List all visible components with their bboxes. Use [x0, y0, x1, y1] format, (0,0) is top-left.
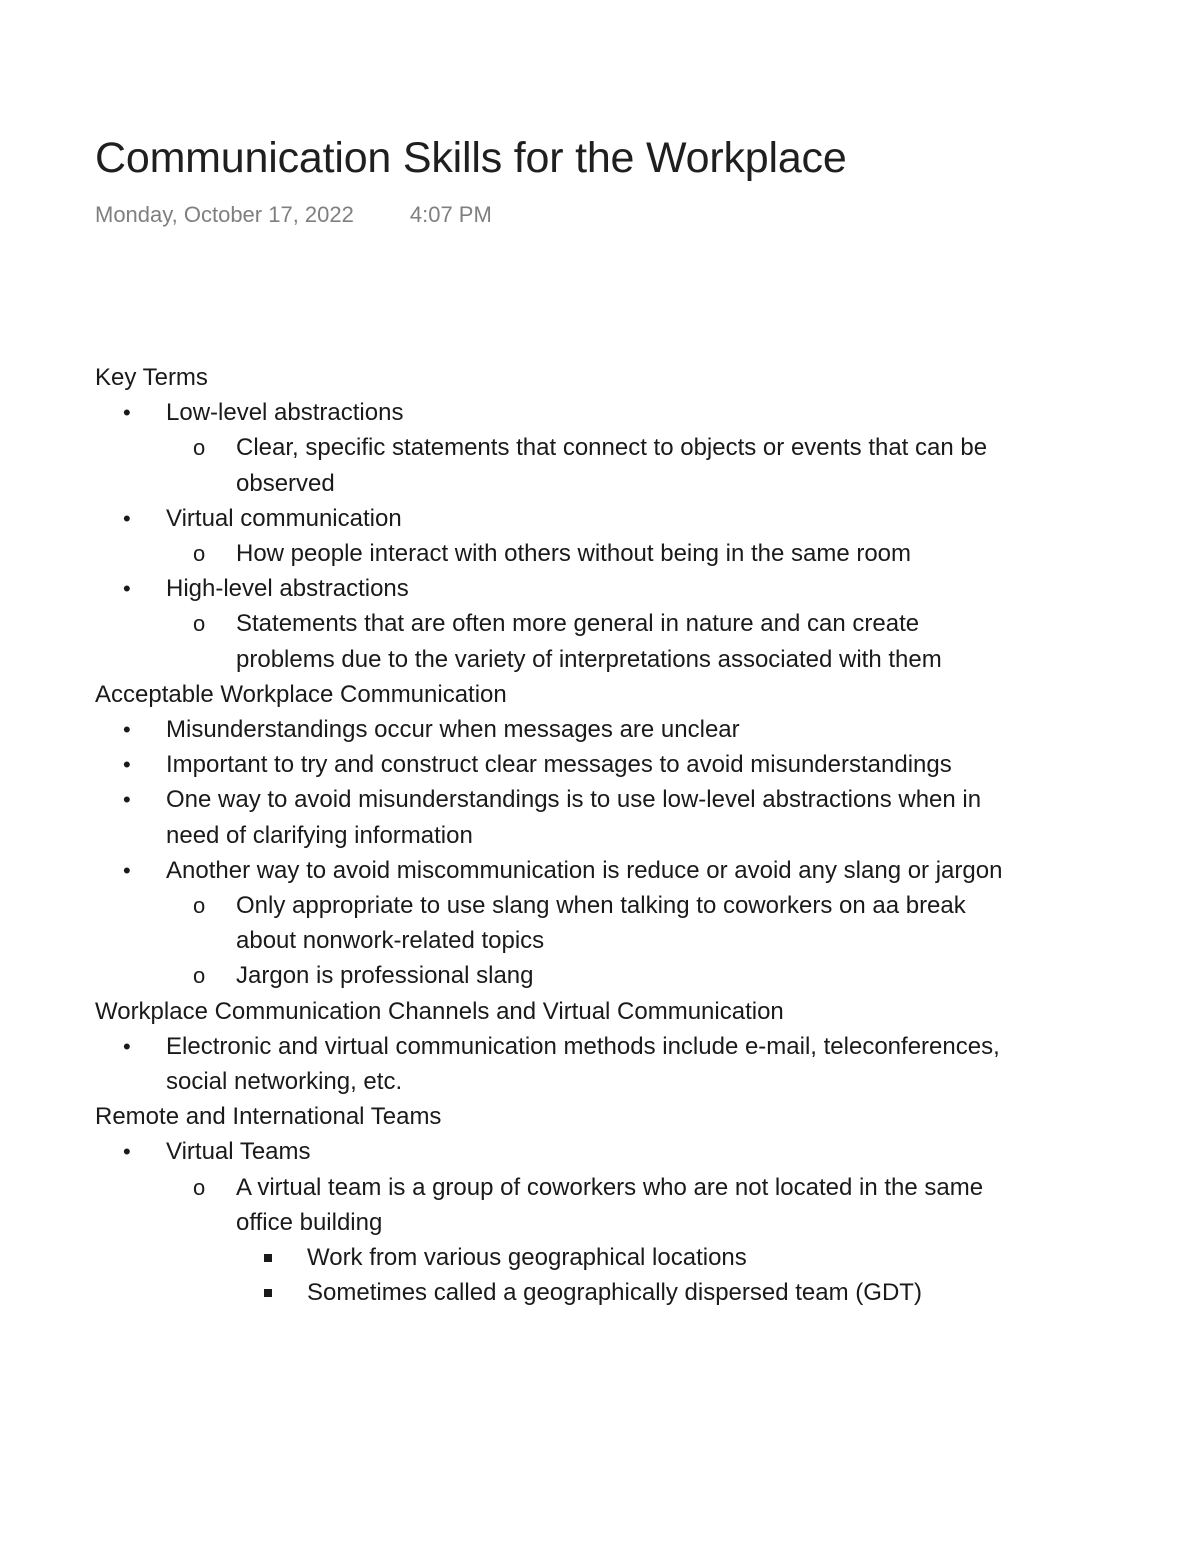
list-item-text: High-level abstractions: [166, 575, 409, 603]
list-item: [95, 1134, 1105, 1169]
list-item-text: Clear, specific statements that connect to objects or events that can be: [236, 434, 988, 462]
section-heading-acceptable: Acceptable Workplace Communication: [95, 680, 507, 708]
list-item-text: Virtual Teams: [166, 1138, 311, 1166]
list-item: [95, 958, 1105, 993]
bullet-icon: •: [123, 1139, 131, 1165]
list-item-text: A virtual team is a group of coworkers who are not located in the same: [236, 1173, 984, 1201]
list-item: [95, 395, 1105, 430]
circle-bullet-icon: o: [193, 893, 206, 919]
list-item: [95, 747, 1105, 782]
list-item-text: Electronic and virtual communication methods include e-mail, teleconferences,: [166, 1032, 1000, 1060]
list-item: [95, 1275, 1105, 1310]
list-item: [95, 782, 1105, 817]
list-item-text: Only appropriate to use slang when talking to coworkers on aa break: [236, 892, 966, 920]
list-item: [95, 888, 1105, 923]
list-item: [95, 501, 1105, 536]
page-title: Communication Skills for the Workplace: [95, 134, 847, 182]
list-item-text: Work from various geographical locations: [307, 1244, 747, 1272]
bullet-icon: •: [123, 400, 131, 426]
page-time: 4:07 PM: [409, 202, 492, 227]
list-item-continuation: need of clarifying information: [166, 821, 473, 849]
section-heading-key-terms: Key Terms: [95, 364, 208, 391]
note-content: [95, 360, 1105, 1310]
list-item-continuation: observed: [236, 469, 335, 497]
circle-bullet-icon: o: [193, 1174, 206, 1200]
square-bullet-icon: [264, 1254, 272, 1262]
square-bullet-icon: [264, 1289, 272, 1297]
list-item: [95, 712, 1105, 747]
list-item: [95, 853, 1105, 888]
list-item-text: Jargon is professional slang: [236, 962, 534, 990]
list-item-text: Sometimes called a geographically dispersed team (GDT): [307, 1279, 922, 1307]
list-item-continuation: about nonwork-related topics: [236, 927, 545, 955]
list-item: [95, 571, 1105, 606]
list-item: [95, 1240, 1105, 1275]
list-item-continuation: problems due to the variety of interpretations associated with them: [236, 645, 942, 673]
list-item-text: Virtual communication: [166, 504, 402, 532]
list-item: [95, 536, 1105, 571]
list-item-text: Important to try and construct clear messages to avoid misunderstandings: [166, 751, 952, 779]
list-item-continuation: office building: [236, 1208, 383, 1236]
note-page: [95, 128, 1105, 1307]
circle-bullet-icon: o: [193, 611, 206, 637]
list-item-text: How people interact with others without being in the same room: [236, 540, 912, 568]
list-item: [95, 606, 1105, 641]
list-item: [95, 1029, 1105, 1064]
bullet-icon: •: [123, 1033, 131, 1059]
bullet-icon: •: [123, 787, 131, 813]
section-heading-channels: Workplace Communication Channels and Virtual Communication: [95, 997, 784, 1025]
bullet-icon: •: [123, 505, 131, 531]
list-item-text: Another way to avoid miscommunication is reduce or avoid any slang or jargon: [166, 856, 1003, 884]
list-item-continuation: social networking, etc.: [166, 1068, 403, 1096]
section-heading-remote: Remote and International Teams: [95, 1103, 442, 1131]
circle-bullet-icon: o: [193, 541, 206, 567]
bullet-icon: •: [123, 857, 131, 883]
list-item-text: One way to avoid misunderstandings is to use low-level abstractions when in: [166, 786, 982, 814]
circle-bullet-icon: o: [193, 963, 206, 989]
bullet-icon: •: [123, 717, 131, 743]
list-item: [95, 430, 1105, 465]
list-item: [95, 1170, 1105, 1205]
page-meta: [95, 200, 1105, 230]
bullet-icon: •: [123, 752, 131, 778]
circle-bullet-icon: o: [193, 435, 206, 461]
list-item-text: Statements that are often more general in nature and can create: [236, 610, 920, 638]
bullet-icon: •: [123, 576, 131, 602]
list-item-text: Low-level abstractions: [166, 399, 404, 427]
page-date: Monday, October 17, 2022: [95, 202, 354, 227]
list-item-text: Misunderstandings occur when messages are unclear: [166, 716, 740, 744]
